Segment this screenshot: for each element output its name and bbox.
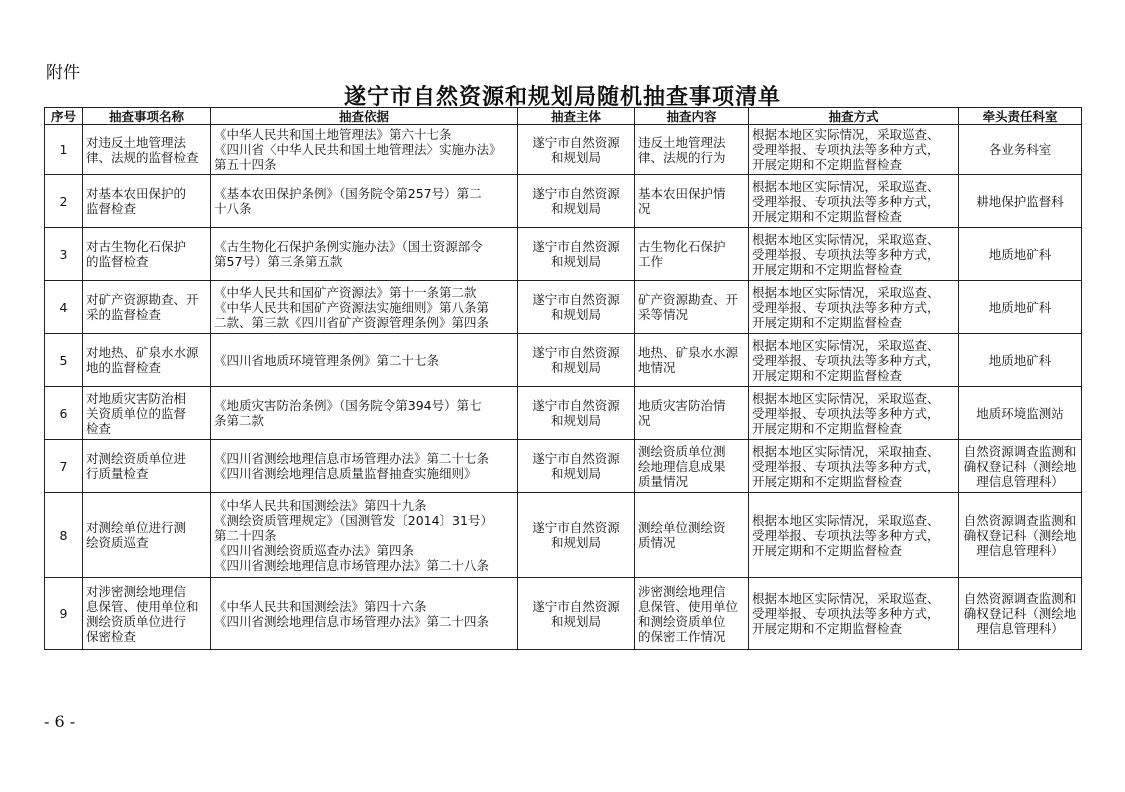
cell-item-line: 的监督检查 [86,254,149,269]
cell-content-line: 况 [638,413,651,428]
cell-basis [211,125,518,175]
cell-item [83,334,211,387]
cell-dept-line: 理信息管理科） [976,542,1064,558]
cell-dept-line: 确权登记科（测绘地 [963,527,1077,543]
cell-basis-line: 《中华人民共和国矿产资源法实施细则》第八条第 [214,299,490,315]
cell-dept [959,334,1082,387]
cell-method-line: 受理举报、专项执法等多种方式， [752,527,940,543]
cell-method-line: 开展定期和不定期监督检查 [752,420,903,436]
cell-basis-line: 《测绘资质管理规定》（国测管发〔2014〕31号） [214,512,493,528]
cell-method [749,175,959,228]
cell-method-line: 根据本地区实际情况，采取巡查、 [752,337,940,353]
cell-subject-line: 遂宁市自然资源 [532,134,620,150]
cell-method [749,493,959,578]
cell-subject-line: 和规划局 [550,466,601,481]
cell-method-line: 开展定期和不定期监督检查 [752,621,903,636]
cell-basis-line: 第57号）第三条第五款 [214,254,343,269]
cell-item-line: 对基本农田保护的 [86,186,187,201]
cell-dept [959,125,1082,175]
cell-dept [959,281,1082,334]
table-row [45,228,1082,281]
cell-dept-line: 地质地矿科 [988,246,1052,262]
cell-dept [959,228,1082,281]
cell-basis-line: 条第二款 [214,413,265,428]
cell-method [749,228,959,281]
cell-subject-line: 遂宁市自然资源 [532,345,620,360]
cell-subject [518,493,635,578]
cell-dept-line: 理信息管理科） [976,473,1064,489]
cell-method-line: 根据本地区实际情况，采取巡查、 [752,178,940,194]
cell-item-line: 检查 [86,420,112,436]
cell-basis-line: 《基本农田保护条例》（国务院令第257号）第二 [214,186,482,201]
cell-basis [211,493,518,578]
cell-content-line: 工作 [638,254,664,269]
cell-method-line: 根据本地区实际情况，采取抽查、 [752,443,940,459]
table-row [45,440,1082,493]
cell-content-line: 律、法规的行为 [638,149,726,165]
cell-dept-line: 各业务科室 [988,142,1052,157]
cell-dept [959,578,1082,650]
cell-seq: 5 [45,334,83,387]
cell-subject [518,281,635,334]
cell-content-line: 采等情况 [638,307,689,322]
cell-content-line: 测绘单位测绘资 [638,520,726,535]
inspection-table [44,107,1082,650]
header-seq: 序号 [45,108,83,125]
cell-item-line: 对违反土地管理法 [86,134,187,150]
cell-method-line: 根据本地区实际情况，采取巡查、 [752,284,940,300]
cell-method [749,387,959,440]
cell-dept [959,440,1082,493]
cell-content [635,578,749,650]
cell-basis-line: 第二十四条 [214,527,277,543]
cell-basis-line: 《中华人民共和国土地管理法》第六十七条 [214,127,452,142]
cell-item-line: 息保管、使用单位和 [86,598,199,614]
cell-basis [211,440,518,493]
cell-seq: 8 [45,493,83,578]
cell-method-line: 根据本地区实际情况，采取巡查、 [752,127,940,142]
cell-subject [518,578,635,650]
cell-basis-line: 《中华人民共和国矿产资源法》第十一条第二款 [214,284,477,300]
cell-subject [518,440,635,493]
header-dept: 牵头责任科室 [959,108,1082,125]
cell-basis-line: 《四川省测绘地理信息市场管理办法》第二十七条 [214,451,490,466]
cell-seq: 7 [45,440,83,493]
cell-subject-line: 遂宁市自然资源 [532,292,620,307]
cell-subject-line: 和规划局 [550,360,601,375]
cell-basis-line: 《中华人民共和国测绘法》第四十九条 [214,497,427,513]
cell-subject [518,387,635,440]
header-basis: 抽查依据 [211,108,518,125]
cell-method-line: 受理举报、专项执法等多种方式， [752,606,940,621]
cell-dept-line: 自然资源调查监测和 [963,512,1077,528]
cell-item-line: 律、法规的监督检查 [86,149,199,165]
cell-dept-line: 地质地矿科 [988,299,1052,315]
cell-method-line: 根据本地区实际情况，采取巡查、 [752,512,940,528]
table-row [45,175,1082,228]
cell-subject [518,125,635,175]
cell-item-line: 保密检查 [86,628,137,644]
cell-method-line: 受理举报、专项执法等多种方式， [752,246,940,262]
cell-item [83,125,211,175]
cell-method [749,578,959,650]
cell-item-line: 地的监督检查 [86,360,162,375]
table-row [45,387,1082,440]
cell-basis-line: 《中华人民共和国测绘法》第四十六条 [214,598,427,614]
cell-subject-line: 和规划局 [550,613,601,629]
cell-item-line: 采的监督检查 [86,307,162,322]
cell-subject-line: 和规划局 [550,201,601,216]
cell-content-line: 质情况 [638,535,676,550]
cell-method-line: 根据本地区实际情况，采取巡查、 [752,231,940,247]
cell-dept [959,493,1082,578]
cell-basis-line: 《四川省〈中华人民共和国土地管理法〉实施办法》 [214,142,502,157]
cell-item-line: 关资质单位的监督 [86,405,187,421]
cell-method [749,281,959,334]
cell-method [749,440,959,493]
cell-content-line: 古生物化石保护 [638,239,726,254]
cell-method-line: 开展定期和不定期监督检查 [752,314,903,330]
cell-content-line: 地质灾害防治情 [638,398,726,413]
cell-content-line: 息保管、使用单位 [638,598,739,614]
table-row [45,493,1082,578]
cell-dept-line: 理信息管理科） [976,621,1064,636]
cell-method-line: 开展定期和不定期监督检查 [752,157,903,172]
cell-subject-line: 遂宁市自然资源 [532,598,620,614]
cell-content-line: 质量情况 [638,473,689,489]
cell-item-line: 对测绘单位进行测 [86,520,187,535]
table-header-row [45,108,1082,125]
cell-method-line: 受理举报、专项执法等多种方式， [752,352,940,368]
header-item: 抽查事项名称 [83,108,211,125]
cell-method-line: 受理举报、专项执法等多种方式， [752,405,940,421]
cell-basis-line: 《四川省测绘资质巡查办法》第四条 [214,542,415,558]
cell-content-line: 地情况 [638,360,676,375]
cell-dept-line: 自然资源调查监测和 [963,443,1077,459]
cell-basis-line: 《四川省测绘地理信息市场管理办法》第二十八条 [214,557,490,573]
cell-item [83,281,211,334]
cell-basis-line: 第五十四条 [214,157,277,172]
cell-item [83,440,211,493]
cell-basis-line: 《古生物化石保护条例实施办法》（国土资源部令 [214,239,483,254]
cell-content [635,387,749,440]
cell-basis-line: 十八条 [214,201,252,216]
cell-subject [518,175,635,228]
cell-basis-line: 二款、第三款《四川省矿产资源管理条例》第四条 [214,314,490,330]
cell-method [749,334,959,387]
cell-item-line: 对地热、矿泉水水源 [86,345,199,360]
cell-content [635,334,749,387]
cell-content-line: 矿产资源勘查、开 [638,292,739,307]
cell-seq: 6 [45,387,83,440]
cell-seq: 1 [45,125,83,175]
cell-subject-line: 和规划局 [550,254,601,269]
cell-item [83,578,211,650]
cell-item [83,387,211,440]
cell-basis [211,175,518,228]
cell-item-line: 对涉密测绘地理信 [86,583,187,599]
cell-method-line: 开展定期和不定期监督检查 [752,367,903,383]
cell-subject [518,228,635,281]
table-row [45,125,1082,175]
cell-seq: 9 [45,578,83,650]
cell-item-line: 测绘资质单位进行 [86,613,187,629]
cell-basis-line: 《四川省测绘地理信息市场管理办法》第二十四条 [214,613,490,629]
cell-item-line: 行质量检查 [86,466,149,481]
cell-content-line: 涉密测绘地理信 [638,583,726,599]
cell-method-line: 根据本地区实际情况，采取巡查、 [752,591,940,606]
cell-item [83,493,211,578]
cell-method-line: 受理举报、专项执法等多种方式， [752,299,940,315]
cell-seq: 3 [45,228,83,281]
cell-item [83,228,211,281]
cell-item [83,175,211,228]
cell-basis [211,228,518,281]
cell-content-line: 况 [638,201,651,216]
cell-dept-line: 确权登记科（测绘地 [963,458,1077,474]
attachment-label: 附件 [46,63,80,83]
cell-dept [959,175,1082,228]
cell-method-line: 根据本地区实际情况，采取巡查、 [752,390,940,406]
header-subject: 抽查主体 [518,108,635,125]
cell-item-line: 监督检查 [86,201,137,216]
header-content: 抽查内容 [635,108,749,125]
cell-content [635,228,749,281]
cell-method-line: 开展定期和不定期监督检查 [752,473,903,489]
cell-item-line: 绘资质巡查 [86,535,149,550]
cell-basis-line: 《四川省地质环境管理条例》第二十七条 [214,352,440,368]
cell-content-line: 基本农田保护情 [638,186,726,201]
cell-content-line: 和测绘资质单位 [638,613,726,629]
cell-basis [211,334,518,387]
cell-content-line: 绘地理信息成果 [638,458,726,474]
cell-subject-line: 遂宁市自然资源 [532,186,620,201]
cell-content-line: 违反土地管理法 [638,134,726,150]
cell-content-line: 的保密工作情况 [638,628,726,644]
cell-item-line: 对地质灾害防治相 [86,390,187,406]
page-number: - 6 - [44,712,76,731]
cell-method-line: 受理举报、专项执法等多种方式， [752,193,940,209]
cell-dept-line: 自然资源调查监测和 [963,591,1077,606]
cell-subject [518,334,635,387]
cell-subject-line: 和规划局 [550,535,601,550]
cell-content [635,125,749,175]
cell-item-line: 对古生物化石保护 [86,239,187,254]
table-row [45,281,1082,334]
cell-subject-line: 遂宁市自然资源 [532,398,620,413]
cell-dept-line: 地质地矿科 [988,352,1052,368]
cell-basis [211,387,518,440]
cell-basis-line: 《四川省测绘地理信息质量监督抽查实施细则》 [214,466,477,481]
cell-dept [959,387,1082,440]
cell-basis [211,578,518,650]
cell-method-line: 受理举报、专项执法等多种方式， [752,458,940,474]
cell-dept-line: 确权登记科（测绘地 [963,606,1077,621]
page-title: 遂宁市自然资源和规划局随机抽查事项清单 [343,84,781,110]
table-row [45,334,1082,387]
table-row [45,578,1082,650]
cell-subject-line: 遂宁市自然资源 [532,520,620,535]
cell-subject-line: 和规划局 [550,307,601,322]
cell-method [749,125,959,175]
cell-subject-line: 和规划局 [550,413,601,428]
header-method: 抽查方式 [749,108,959,125]
cell-subject-line: 和规划局 [550,149,601,165]
cell-dept-line: 地质环境监测站 [976,405,1064,421]
cell-content [635,493,749,578]
cell-method-line: 开展定期和不定期监督检查 [752,261,903,277]
cell-method-line: 受理举报、专项执法等多种方式， [752,142,940,157]
cell-item-line: 对矿产资源勘查、开 [86,292,199,307]
cell-content [635,440,749,493]
cell-method-line: 开展定期和不定期监督检查 [752,208,903,224]
cell-seq: 2 [45,175,83,228]
cell-subject-line: 遂宁市自然资源 [532,451,620,466]
cell-subject-line: 遂宁市自然资源 [532,239,620,254]
cell-basis-line: 《地质灾害防治条例》（国务院令第394号）第七 [214,398,482,413]
cell-content-line: 地热、矿泉水水源 [638,345,739,360]
cell-seq: 4 [45,281,83,334]
cell-content [635,281,749,334]
cell-method-line: 开展定期和不定期监督检查 [752,542,903,558]
table-body [45,125,1082,650]
cell-basis [211,281,518,334]
cell-item-line: 对测绘资质单位进 [86,451,187,466]
cell-content [635,175,749,228]
cell-dept-line: 耕地保护监督科 [976,193,1064,209]
cell-content-line: 测绘资质单位测 [638,443,726,459]
